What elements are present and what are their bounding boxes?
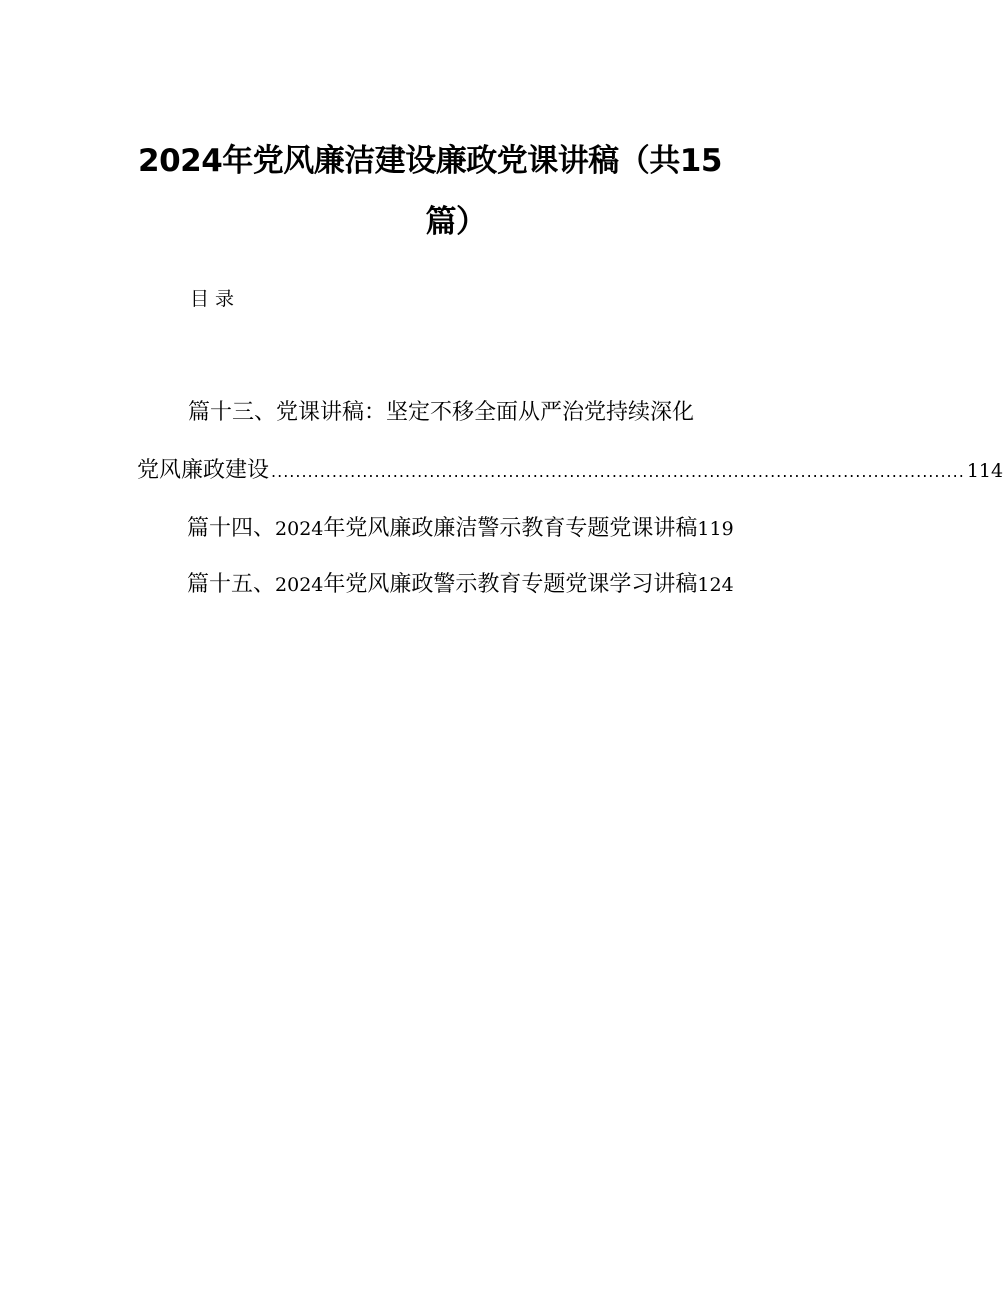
toc-entry-13-label-line1: 篇十三、党课讲稿：坚定不移全面从严治党持续深化 — [188, 400, 695, 425]
toc-entry-15-prefix: 篇十五、 — [187, 572, 276, 597]
toc-entry-14-label: 年党风廉政廉洁警示教育专题党课讲稿 — [323, 516, 698, 541]
toc-entry-14-prefix: 篇十四、 — [187, 516, 276, 541]
toc-entry-13-line1[interactable] — [188, 398, 694, 428]
toc-entry-15[interactable] — [187, 570, 734, 600]
document-title-line1: 2024年党风廉洁建设廉政党课讲稿（共15 — [138, 143, 722, 179]
toc-entry-13-page-number: 114 — [966, 460, 1003, 482]
toc-entry-13-label-line2: 党风廉政建设 — [137, 458, 270, 483]
toc-dot-leader: .................................................................................................................. — [271, 462, 965, 481]
toc-entry-13-line2[interactable] — [137, 456, 1003, 487]
toc-heading: 目录 — [190, 288, 241, 310]
toc-entry-15-year: 2024 — [275, 574, 324, 596]
toc-entry-15-label: 年党风廉政警示教育专题党课学习讲稿 — [323, 572, 698, 597]
toc-entry-14-year: 2024 — [275, 518, 324, 540]
document-title-line2: 篇） — [425, 204, 487, 240]
toc-entry-15-page-number: 124 — [697, 574, 734, 596]
toc-entry-14-page-number: 119 — [697, 518, 734, 540]
toc-entry-14[interactable] — [187, 514, 734, 544]
